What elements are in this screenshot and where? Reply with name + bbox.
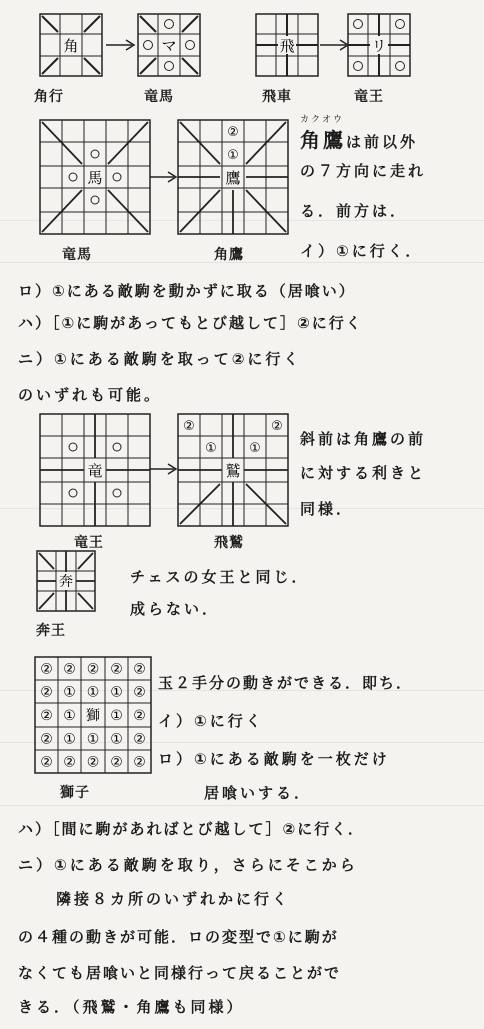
lion-grid-cell: ② xyxy=(63,661,76,678)
lion-grid-cell: ② xyxy=(86,754,100,771)
lion-grid-cell: ② xyxy=(133,708,146,724)
text-shishi-3: ロ）①にある敵駒を一枚だけ xyxy=(158,750,390,768)
label-kakuyo: 角鷹 xyxy=(214,247,244,263)
lion-grid-cell: 獅 xyxy=(86,708,100,724)
piece-ri: リ xyxy=(371,37,387,55)
lion-grid-cell: ② xyxy=(133,731,146,748)
diagram-ryume-large xyxy=(36,116,154,238)
ruby-kakuyo: カクオウ xyxy=(300,115,345,125)
piece-washi: 鷲 xyxy=(225,462,241,480)
lion-grid-cell: ② xyxy=(40,684,53,701)
piece-ryu: 竜 xyxy=(87,462,103,480)
text-honno-2: 成らない． xyxy=(130,600,221,618)
label-ryuo-large: 竜王 xyxy=(74,535,104,551)
diagram-shishi xyxy=(32,654,154,776)
lion-grid-cell: ① xyxy=(63,684,76,701)
text-shishi-4: 居喰いする． xyxy=(204,784,313,802)
label-ryume-large: 竜馬 xyxy=(62,247,92,263)
text-kakuyo-3: る．前方は． xyxy=(300,202,409,220)
lion-grid-cell: ① xyxy=(110,708,123,724)
label-kakugyo: 角行 xyxy=(34,89,64,105)
mark-two: ② xyxy=(271,419,283,434)
piece-taka: 鷹 xyxy=(225,169,241,187)
text-shishi-2: イ）①に行く xyxy=(158,712,264,730)
text-hiju-3: 同様． xyxy=(300,500,355,518)
mark-one: ① xyxy=(227,148,239,163)
lion-grid-cell: ② xyxy=(110,754,123,771)
piece-kaku: 角 xyxy=(63,37,79,55)
label-ryume: 竜馬 xyxy=(144,89,174,105)
label-honno: 奔王 xyxy=(36,623,66,639)
text-shishi-1: 玉２手分の動きができる．即ち． xyxy=(158,674,414,692)
lion-grid-cell: ② xyxy=(86,661,100,678)
mark-one: ① xyxy=(205,441,217,456)
lion-grid-cell: ① xyxy=(110,684,123,701)
label-ryuo: 竜王 xyxy=(354,89,384,105)
text-kakuyo-4: イ）①に行く． xyxy=(300,242,424,260)
lion-grid-cell: ② xyxy=(133,661,146,678)
lion-grid-cell: ① xyxy=(86,684,100,701)
text-shishi-10: きる．（飛鷲・角鷹も同様） xyxy=(18,998,245,1016)
piece-hon: 奔 xyxy=(59,574,73,590)
text-hiju-1: 斜前は角鷹の前 xyxy=(300,430,427,448)
text-shishi-5: ハ）［間に駒があればとび越して］②に行く． xyxy=(18,820,365,838)
arrow-icon xyxy=(104,38,136,52)
diagram-kakugyo xyxy=(36,10,106,80)
label-hiju: 飛鷲 xyxy=(214,535,244,551)
lion-grid-cell: ② xyxy=(63,754,76,771)
lion-grid-cell: ① xyxy=(63,708,76,724)
lion-grid-cell: ② xyxy=(133,684,146,701)
lion-grid-cell: ① xyxy=(63,731,76,748)
mark-two: ② xyxy=(227,125,239,140)
lion-grid-cell: ② xyxy=(40,661,53,678)
text-kakuyo-7: ニ）①にある敵駒を取って②に行く xyxy=(18,350,302,368)
piece-ma: マ xyxy=(161,37,177,55)
piece-uma: 馬 xyxy=(87,169,103,187)
lion-grid-cell: ① xyxy=(110,731,123,748)
text-shishi-6: ニ）①にある敵駒を取り，さらにそこから xyxy=(18,856,358,874)
text-shishi-8: の４種の動きが可能．ロの変型で①に駒が xyxy=(18,928,339,946)
text-hiju-2: に対する利きと xyxy=(300,464,427,482)
diagram-hisha xyxy=(252,10,322,80)
text-kakuyo-2: の７方向に走れ xyxy=(300,162,427,180)
text-shishi-9: なくても居喰いと同様行って戻ることがで xyxy=(18,964,342,982)
piece-hi: 飛 xyxy=(279,37,295,55)
text-kakuyo-5: ロ）①にある敵駒を動かずに取る（居喰い） xyxy=(18,282,356,300)
diagram-kakuyo xyxy=(174,116,292,238)
mark-two: ② xyxy=(183,419,195,434)
lion-grid-cell: ② xyxy=(40,731,53,748)
text-shishi-7: 隣接８カ所のいずれかに行く xyxy=(56,890,291,908)
diagram-ryuo-small xyxy=(344,10,414,80)
lion-grid-cell: ② xyxy=(40,708,53,724)
lion-grid-cell: ② xyxy=(40,754,53,771)
text-kakuyo-title: 角鷹は前以外 xyxy=(300,128,419,152)
lion-grid-cell: ② xyxy=(110,661,123,678)
diagram-honno xyxy=(34,548,98,614)
mark-one: ① xyxy=(249,441,261,456)
text-kakuyo-6: ハ）［①に駒があってもとび越して］②に行く xyxy=(18,314,363,332)
text-honno-1: チェスの女王と同じ． xyxy=(130,568,310,586)
label-hisha: 飛車 xyxy=(262,89,292,105)
diagram-ryume-small xyxy=(134,10,204,80)
diagram-hiju xyxy=(174,410,292,530)
label-shishi: 獅子 xyxy=(60,785,90,801)
diagram-ryuo-large xyxy=(36,410,154,530)
lion-grid-cell: ② xyxy=(133,754,146,771)
text-kakuyo-8: のいずれも可能。 xyxy=(18,386,163,404)
lion-grid-cell: ① xyxy=(86,731,100,748)
